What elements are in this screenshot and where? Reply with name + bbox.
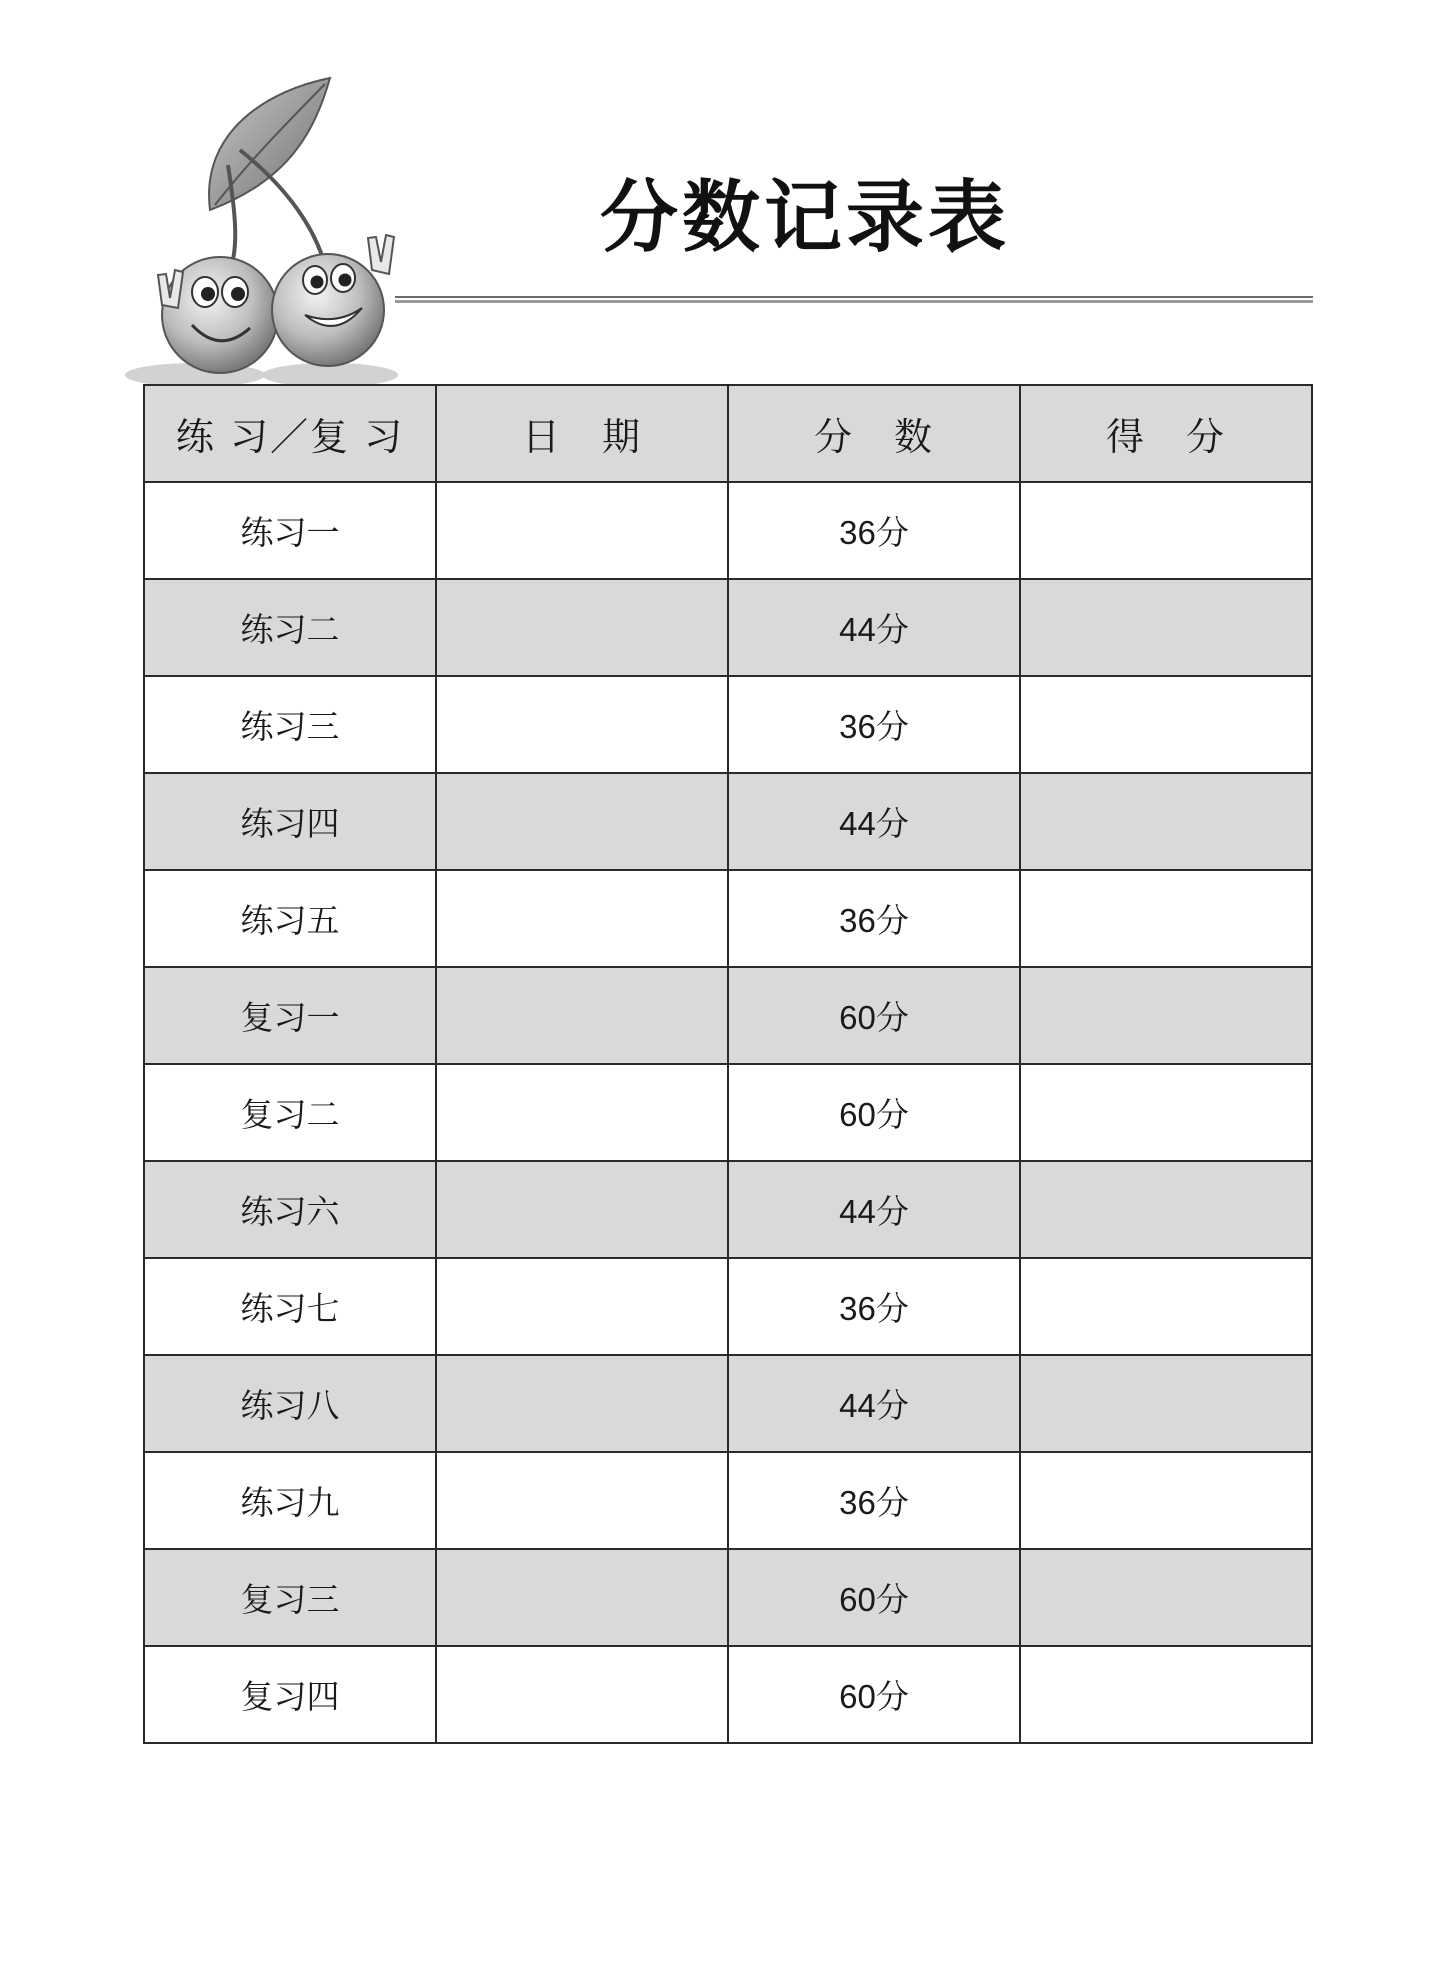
points-cell: 60分 xyxy=(728,1646,1020,1743)
score-record-table xyxy=(143,384,1313,1744)
exercise-name: 复习三 xyxy=(144,1549,436,1646)
exercise-name: 练习九 xyxy=(144,1452,436,1549)
date-cell[interactable] xyxy=(436,1452,728,1549)
cherry-mascot-icon xyxy=(100,70,420,400)
date-cell[interactable] xyxy=(436,1064,728,1161)
exercise-name: 复习四 xyxy=(144,1646,436,1743)
table-row xyxy=(144,1258,1312,1355)
exercise-name: 练习一 xyxy=(144,482,436,579)
points-cell: 44分 xyxy=(728,1355,1020,1452)
points-cell: 36分 xyxy=(728,676,1020,773)
score-cell[interactable] xyxy=(1020,1452,1312,1549)
points-cell: 60分 xyxy=(728,1549,1020,1646)
points-cell: 36分 xyxy=(728,482,1020,579)
table-row xyxy=(144,482,1312,579)
date-cell[interactable] xyxy=(436,482,728,579)
exercise-name: 复习二 xyxy=(144,1064,436,1161)
points-cell: 36分 xyxy=(728,1258,1020,1355)
score-cell[interactable] xyxy=(1020,1161,1312,1258)
date-cell[interactable] xyxy=(436,1161,728,1258)
points-cell: 60分 xyxy=(728,967,1020,1064)
table-row xyxy=(144,1549,1312,1646)
exercise-name: 练习二 xyxy=(144,579,436,676)
table-row xyxy=(144,967,1312,1064)
points-cell: 44分 xyxy=(728,579,1020,676)
table-row xyxy=(144,1646,1312,1743)
exercise-name: 练习五 xyxy=(144,870,436,967)
score-cell[interactable] xyxy=(1020,773,1312,870)
exercise-name: 练习七 xyxy=(144,1258,436,1355)
exercise-name: 练习四 xyxy=(144,773,436,870)
date-cell[interactable] xyxy=(436,870,728,967)
date-cell[interactable] xyxy=(436,773,728,870)
exercise-name: 练习三 xyxy=(144,676,436,773)
date-cell[interactable] xyxy=(436,1258,728,1355)
points-cell: 36分 xyxy=(728,1452,1020,1549)
score-cell[interactable] xyxy=(1020,967,1312,1064)
table-row xyxy=(144,676,1312,773)
header-exercise: 练 习／复 习 xyxy=(144,385,436,482)
date-cell[interactable] xyxy=(436,1355,728,1452)
date-cell[interactable] xyxy=(436,967,728,1064)
header-points: 分 数 xyxy=(728,385,1020,482)
table-row xyxy=(144,1355,1312,1452)
date-cell[interactable] xyxy=(436,1646,728,1743)
score-cell[interactable] xyxy=(1020,579,1312,676)
score-cell[interactable] xyxy=(1020,1258,1312,1355)
page-title: 分数记录表 xyxy=(600,173,1011,263)
date-cell[interactable] xyxy=(436,579,728,676)
exercise-name: 练习八 xyxy=(144,1355,436,1452)
table-row xyxy=(144,1064,1312,1161)
title-divider xyxy=(395,296,1313,303)
points-cell: 36分 xyxy=(728,870,1020,967)
points-cell: 60分 xyxy=(728,1064,1020,1161)
score-cell[interactable] xyxy=(1020,482,1312,579)
date-cell[interactable] xyxy=(436,1549,728,1646)
score-cell[interactable] xyxy=(1020,1064,1312,1161)
header-date: 日 期 xyxy=(436,385,728,482)
points-cell: 44分 xyxy=(728,773,1020,870)
exercise-name: 复习一 xyxy=(144,967,436,1064)
table-row xyxy=(144,579,1312,676)
score-cell[interactable] xyxy=(1020,1355,1312,1452)
score-cell[interactable] xyxy=(1020,870,1312,967)
table-row xyxy=(144,773,1312,870)
date-cell[interactable] xyxy=(436,676,728,773)
table-row xyxy=(144,870,1312,967)
points-cell: 44分 xyxy=(728,1161,1020,1258)
table-row xyxy=(144,1161,1312,1258)
score-cell[interactable] xyxy=(1020,1549,1312,1646)
header-score: 得 分 xyxy=(1020,385,1312,482)
score-cell[interactable] xyxy=(1020,676,1312,773)
score-cell[interactable] xyxy=(1020,1646,1312,1743)
table-row xyxy=(144,1452,1312,1549)
exercise-name: 练习六 xyxy=(144,1161,436,1258)
table-header-row xyxy=(144,385,1312,482)
